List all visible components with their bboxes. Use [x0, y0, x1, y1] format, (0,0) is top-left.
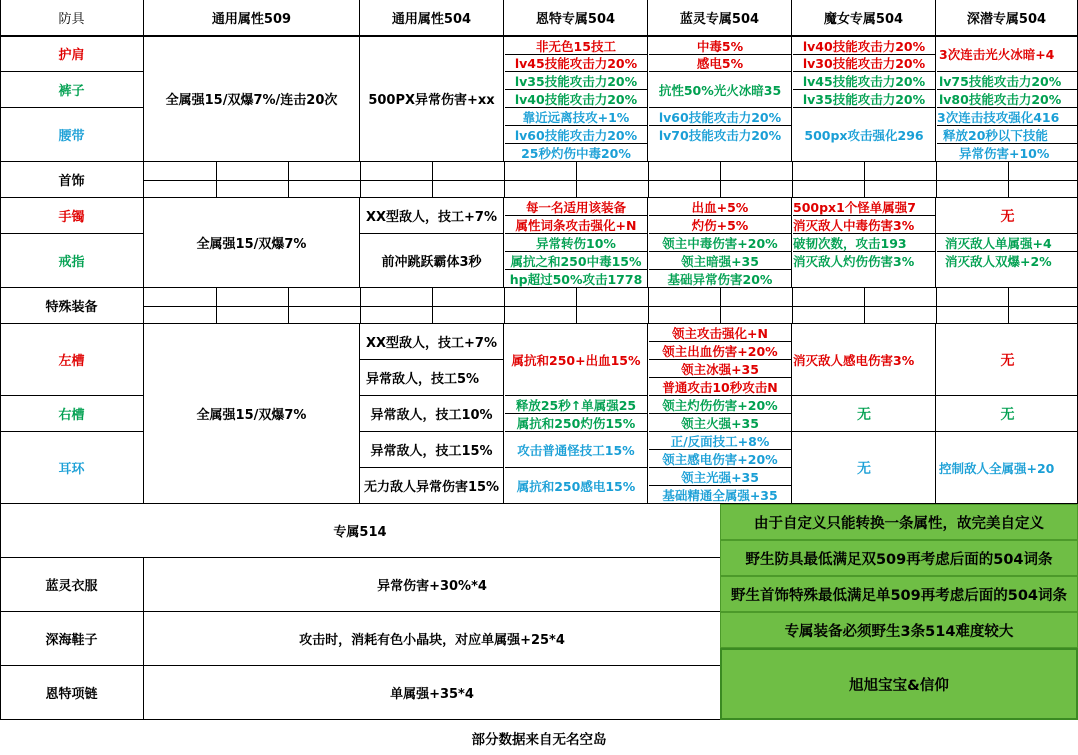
- header-ent-504: 恩特专属504: [504, 0, 648, 36]
- armor-mo-line: lv40技能攻击力20%: [793, 37, 935, 55]
- armor-mo-line: 500px攻击强化296: [804, 128, 924, 143]
- jewelry-general-504: XX型敌人，技工+7%: [360, 198, 504, 234]
- armor-ent-line: lv35技能攻击力20%: [505, 72, 647, 90]
- exclusive-item-effect: 单属强+35*4: [144, 666, 720, 720]
- jewelry-ent-line: 属抗之和250中毒15%: [505, 252, 647, 270]
- armor-ent-line: 非无色15技工: [505, 37, 647, 55]
- special-mo-none: 无: [857, 407, 871, 423]
- header-general-509: 通用属性509: [144, 0, 360, 36]
- armor-general-509: 全属强15/双爆7%/连击20次: [144, 36, 360, 162]
- jewelry-shen-line: 消灭敌人单属强+4: [937, 234, 1078, 252]
- armor-general-504: 500PX异常伤害+xx: [360, 36, 504, 162]
- header-shen-504: 深潜专属504: [936, 0, 1078, 36]
- note-box: 由于自定义只能转换一条属性，故完美自定义: [720, 504, 1078, 540]
- special-lan-line: 领主光强+35: [649, 468, 791, 486]
- jewelry-lan-line: 出血+5%: [649, 199, 791, 216]
- special-mo-none: 无: [857, 461, 871, 477]
- special-general-504: 无力敌人异常伤害15%: [360, 468, 504, 504]
- jewelry-mo-line: 破韧次数，攻击193: [793, 234, 935, 252]
- armor-mo-line: lv45技能攻击力20%: [793, 72, 935, 90]
- grid-line: [0, 36, 1078, 37]
- special-shen-none: 无: [1000, 407, 1015, 423]
- grid-line: [0, 719, 720, 720]
- special-lan-line: 领主灼伤伤害+20%: [649, 396, 791, 414]
- armor-shen-line: 3次连击技攻强化416: [937, 108, 1078, 126]
- armor-ent-line: lv40技能攻击力20%: [505, 90, 647, 108]
- jewelry-ent-line: hp超过50%攻击1778: [509, 271, 643, 287]
- exclusive-item-effect: 异常伤害+30%*4: [144, 558, 720, 612]
- jewelry-shen-none: 无: [1000, 209, 1015, 225]
- note-credit: 旭旭宝宝&信仰: [720, 648, 1078, 720]
- jewelry-lan-line: 领主中毒伤害+20%: [649, 234, 791, 252]
- footer-source: 部分数据来自无名空岛: [471, 731, 607, 748]
- exclusive-item-name: 深海鞋子: [0, 612, 144, 666]
- special-general-504: 异常敌人，技工10%: [360, 396, 504, 432]
- special-ent-line: 攻击普通怪技工15%: [505, 432, 647, 468]
- special-mo-line: 消灭敌人感电伤害3%: [793, 353, 915, 368]
- row-label-ring: 戒指: [0, 234, 144, 288]
- header-general-504: 通用属性504: [360, 0, 504, 36]
- special-lan-line: 普通攻击10秒攻击N: [649, 378, 791, 396]
- row-label-necklace: 首饰: [0, 162, 144, 198]
- header-armor: 防具: [0, 0, 144, 36]
- special-general-509: 全属强15/双爆7%: [144, 324, 360, 504]
- header-lan-504: 蓝灵专属504: [648, 0, 792, 36]
- note-box: 野生防具最低满足双509再考虑后面的504词条: [720, 540, 1078, 576]
- special-ent-line: 释放25秒↑单属强25: [505, 396, 647, 414]
- special-lan-line: 领主感电伤害+20%: [649, 450, 791, 468]
- header-mo-504: 魔女专属504: [792, 0, 936, 36]
- special-lan-line: 领主冰强+35: [649, 360, 791, 378]
- row-label-pants: 裤子: [0, 72, 144, 108]
- row-label-shoulder: 护肩: [0, 36, 144, 72]
- armor-shen-line: 异常伤害+10%: [959, 145, 1050, 161]
- armor-lan-line: lv70技能攻击力20%: [658, 128, 782, 143]
- special-lan-line: 领主攻击强化+N: [649, 325, 791, 342]
- jewelry-general-509: 全属强15/双爆7%: [144, 198, 360, 288]
- armor-lan-line: 抗性50%光火冰暗35: [649, 72, 791, 108]
- exclusive-item-name: 蓝灵衣服: [0, 558, 144, 612]
- grid-line: [0, 503, 720, 504]
- special-shen-none: 无: [1000, 353, 1015, 369]
- armor-lan-line: lv60技能攻击力20%: [649, 108, 791, 126]
- armor-lan-line: 中毒5%: [649, 37, 791, 55]
- row-label-earring: 耳环: [0, 432, 144, 504]
- jewelry-lan-line: 基础异常伤害20%: [667, 271, 773, 287]
- special-general-504: XX型敌人，技工+7%: [360, 324, 504, 360]
- row-label-left-slot: 左槽: [0, 324, 144, 396]
- armor-mo-line: lv35技能攻击力20%: [793, 90, 935, 108]
- armor-shen-line: lv75技能攻击力20%: [937, 72, 1078, 90]
- special-lan-line: 正/反面技工+8%: [649, 432, 791, 450]
- grid-line: [144, 306, 1078, 307]
- row-label-bracelet: 手镯: [0, 198, 144, 234]
- exclusive-item-name: 恩特项链: [0, 666, 144, 720]
- note-box: 专属装备必须野生3条514难度较大: [720, 612, 1078, 648]
- exclusive-title: 专属514: [0, 504, 720, 558]
- armor-ent-line: 25秒灼伤中毒20%: [521, 145, 631, 161]
- armor-shen-line: 3次连击光火冰暗+4: [937, 37, 1078, 72]
- jewelry-ent-line: 异常转伤10%: [505, 234, 647, 252]
- jewelry-mo-line: 消灭敌人灼伤伤害3%: [793, 254, 915, 269]
- armor-ent-line: lv60技能攻击力20%: [505, 126, 647, 144]
- armor-lan-line: 感电5%: [649, 55, 791, 72]
- special-lan-line: 领主火强+35: [649, 414, 791, 432]
- armor-shen-line: 释放20秒以下技能: [937, 126, 1078, 144]
- exclusive-item-effect: 攻击时，消耗有色小晶块，对应单属强+25*4: [144, 612, 720, 666]
- special-lan-line: 领主出血伤害+20%: [649, 342, 791, 360]
- jewelry-general-504: 前冲跳跃霸体3秒: [360, 234, 504, 288]
- row-label-right-slot: 右槽: [0, 396, 144, 432]
- armor-mo-line: lv30技能攻击力20%: [793, 55, 935, 72]
- grid-line: [0, 0, 1, 720]
- armor-shen-line: lv80技能攻击力20%: [937, 90, 1078, 108]
- special-lan-line: 基础精通全属强+35: [662, 487, 778, 503]
- special-ent-line: 属抗和250+出血15%: [505, 325, 647, 396]
- jewelry-shen-line: 消灭敌人双爆+2%: [945, 254, 1052, 269]
- special-general-504: 异常敌人，技工15%: [360, 432, 504, 468]
- jewelry-ent-line: 属性词条攻击强化+N: [505, 216, 647, 234]
- row-label-special: 特殊装备: [0, 288, 144, 324]
- special-ent-line: 属抗和250灼伤15%: [505, 414, 647, 432]
- jewelry-lan-line: 灼伤+5%: [649, 216, 791, 234]
- special-ent-line: 属抗和250感电15%: [516, 478, 636, 494]
- row-label-belt: 腰带: [0, 108, 144, 162]
- jewelry-mo-line: 消灭敌人中毒伤害3%: [793, 216, 935, 234]
- special-shen-line: 控制敌人全属强+20: [939, 461, 1055, 476]
- note-box: 野生首饰特殊最低满足单509再考虑后面的504词条: [720, 576, 1078, 612]
- grid-line: [144, 180, 1078, 181]
- jewelry-lan-line: 领主暗强+35: [649, 252, 791, 270]
- jewelry-mo-line: 500px1个怪单属强7: [793, 199, 935, 216]
- jewelry-ent-line: 每一名适用该装备: [505, 199, 647, 216]
- armor-ent-line: lv45技能攻击力20%: [505, 55, 647, 72]
- armor-ent-line: 靠近远离技攻+1%: [505, 108, 647, 126]
- special-general-504: 异常敌人，技工5%: [360, 360, 504, 396]
